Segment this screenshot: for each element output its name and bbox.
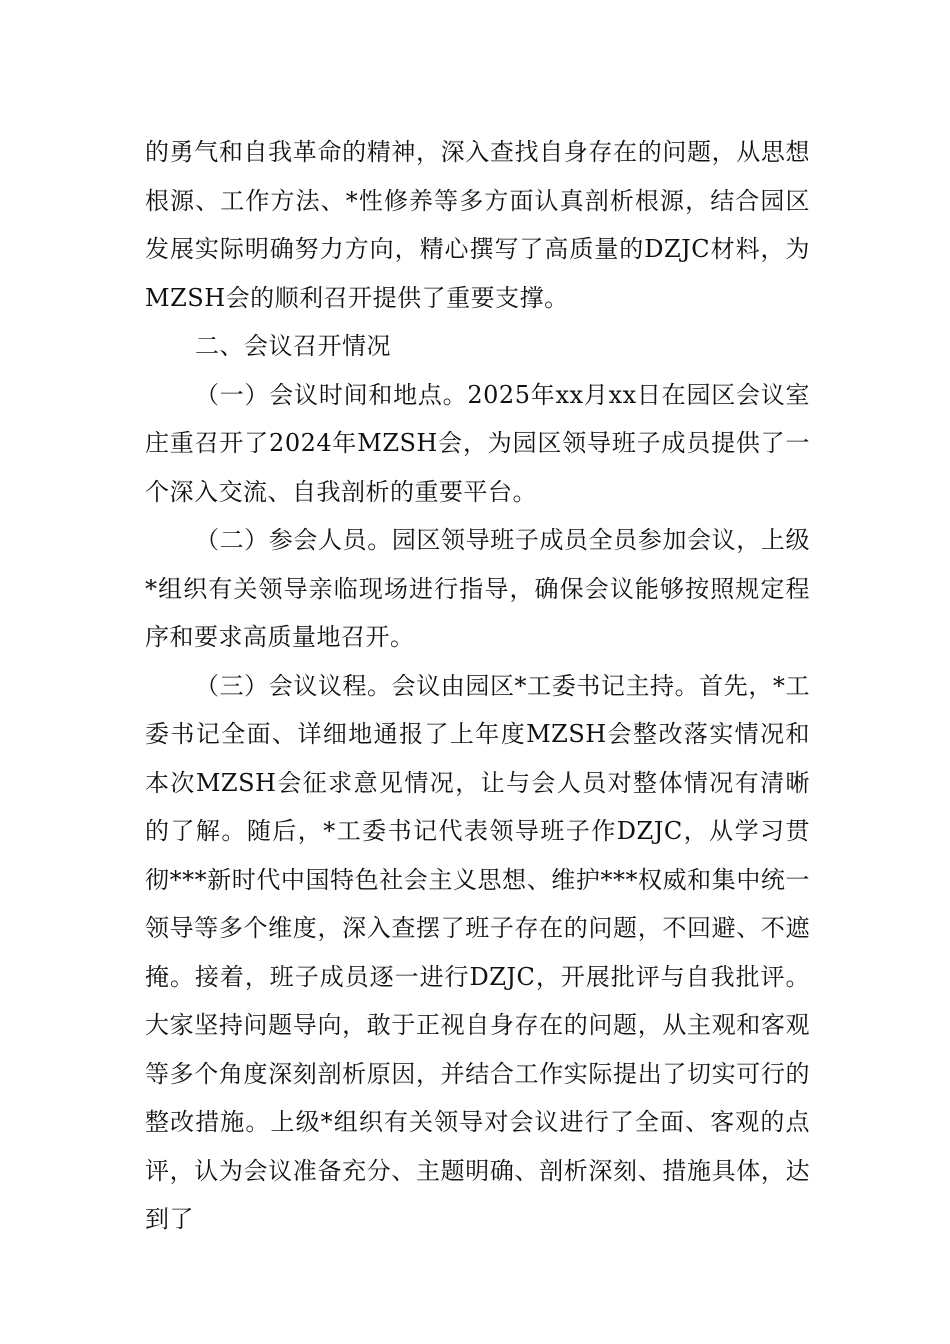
document-body [145,128,810,1244]
paragraph-continuation: 的勇气和自我革命的精神，深入查找自身存在的问题，从思想根源、工作方法、*性修养等多方面认真剖析根源，结合园区发展实际明确努力方向，精心撰写了高质量的DZJC材料，为MZSH会的顺利召开提供了重要支撑。 [145,138,810,312]
section-heading-meeting: 二、会议召开情况 [195,332,391,360]
paragraph-attendees: （二）参会人员。园区领导班子成员全员参加会议，上级*组织有关领导亲临现场进行指导，确保会议能够按照规定程序和要求高质量地召开。 [145,526,810,651]
paragraph-meeting-time-place: （一）会议时间和地点。2025年xx月xx日在园区会议室庄重召开了2024年MZSH会，为园区领导班子成员提供了一个深入交流、自我剖析的重要平台。 [145,380,810,506]
paragraph-agenda: （三）会议议程。会议由园区*工委书记主持。首先，*工委书记全面、详细地通报了上年度MZSH会整改落实情况和本次MZSH会征求意见情况，让与会人员对整体情况有清晰的了解。随后，*工委书记代表领导班子作DZJC，从学习贯彻***新时代中国特色社会主义思想、维护***权威和集中统一领导等多个维度，深入查摆了班子存在的问题，不回避、不遮掩。接着，班子成员逐一进行DZJC，开展批评与自我批评。大家坚持问题导向，敢于正视自身存在的问题，从主观和客观等多个角度深刻剖析原因，并结合工作实际提出了切实可行的整改措施。上级*组织有关领导对会议进行了全面、客观的点评，认为会议准备充分、主题明确、剖析深刻、措施具体，达到了 [145,671,810,1233]
